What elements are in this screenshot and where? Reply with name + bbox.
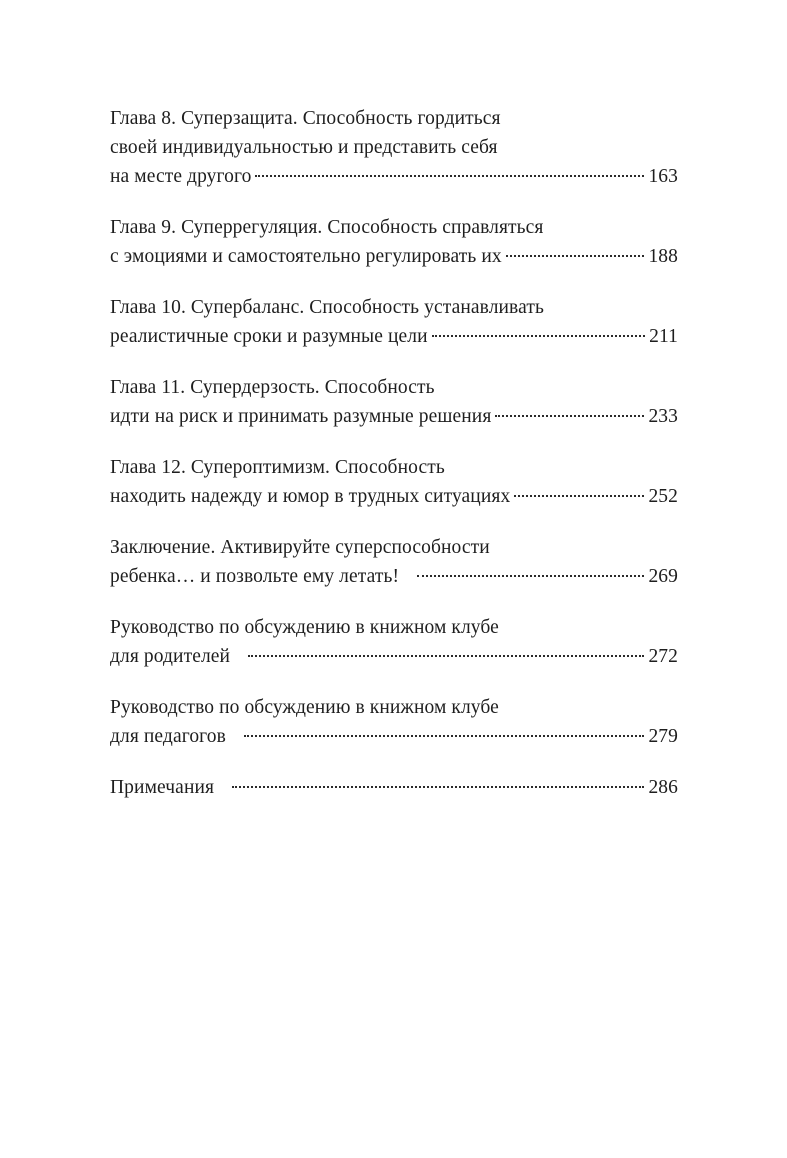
dot-leader	[244, 735, 644, 737]
toc-page-number: 233	[648, 406, 678, 427]
toc-entry-last-line	[110, 162, 678, 191]
toc-entry-title-end: находить надежду и юмор в трудных ситуациях	[110, 486, 511, 507]
toc-entry-guide-parents	[110, 613, 678, 671]
toc-entry-title-end: для родителей	[110, 646, 231, 667]
toc-entry-line: Глава 10. Супербаланс. Способность устанавливать	[110, 297, 544, 318]
toc-entry-title-end: реалистичные сроки и разумные цели	[110, 326, 428, 347]
dot-leader	[232, 786, 644, 788]
toc-entry-last-line	[110, 402, 678, 431]
toc-entry-line: Заключение. Активируйте суперспособности	[110, 537, 490, 558]
toc-page-number: 269	[648, 566, 678, 587]
toc-page-number: 163	[648, 166, 678, 187]
toc-entry-chapter-8	[110, 104, 678, 191]
toc-entry-line: Глава 9. Суперрегуляция. Способность справляться	[110, 217, 544, 238]
toc-entry-line: Глава 8. Суперзащита. Способность гордиться	[110, 108, 501, 129]
toc-entry-last-line	[110, 242, 678, 271]
toc-entry-conclusion	[110, 533, 678, 591]
toc-entry-chapter-11	[110, 373, 678, 431]
toc-entry-last-line	[110, 322, 678, 351]
dot-leader	[255, 175, 644, 177]
toc-entry-last-line	[110, 773, 678, 802]
toc-page-number: 188	[648, 246, 678, 267]
dot-leader	[248, 655, 644, 657]
toc-entry-title-end: для педагогов	[110, 726, 226, 747]
toc-page-number: 252	[648, 486, 678, 507]
toc-entry-last-line	[110, 722, 678, 751]
toc-entry-title-end: идти на риск и принимать разумные решения	[110, 406, 492, 427]
toc-entry-chapter-9	[110, 213, 678, 271]
toc-entry-line: своей индивидуальностью и представить себя	[110, 137, 498, 158]
dot-leader	[432, 335, 646, 337]
toc-entry-line: Руководство по обсуждению в книжном клубе	[110, 617, 499, 638]
toc-entry-title-end: на месте другого	[110, 166, 252, 187]
toc-entry-last-line	[110, 482, 678, 511]
toc-page-number: 211	[649, 326, 678, 347]
toc-entry-title-end: Примечания	[110, 777, 215, 798]
dot-leader	[514, 495, 644, 497]
toc-entry-line: Глава 12. Супероптимизм. Способность	[110, 457, 445, 478]
toc-entry-chapter-12	[110, 453, 678, 511]
toc-entry-guide-teachers	[110, 693, 678, 751]
dot-leader	[495, 415, 644, 417]
toc-entry-title-end: ребенка… и позвольте ему летать!	[110, 566, 400, 587]
toc-entry-line: Руководство по обсуждению в книжном клубе	[110, 697, 499, 718]
toc-entry-notes	[110, 773, 678, 802]
toc-entry-last-line	[110, 642, 678, 671]
toc-entry-line: Глава 11. Супердерзость. Способность	[110, 377, 435, 398]
dot-leader	[417, 575, 644, 577]
toc-page-number: 286	[648, 777, 678, 798]
dot-leader	[506, 255, 645, 257]
toc-page-number: 279	[648, 726, 678, 747]
toc-entry-last-line	[110, 562, 678, 591]
table-of-contents	[110, 104, 678, 802]
toc-entry-chapter-10	[110, 293, 678, 351]
toc-entry-title-end: с эмоциями и самостоятельно регулировать их	[110, 246, 502, 267]
toc-page-number: 272	[648, 646, 678, 667]
